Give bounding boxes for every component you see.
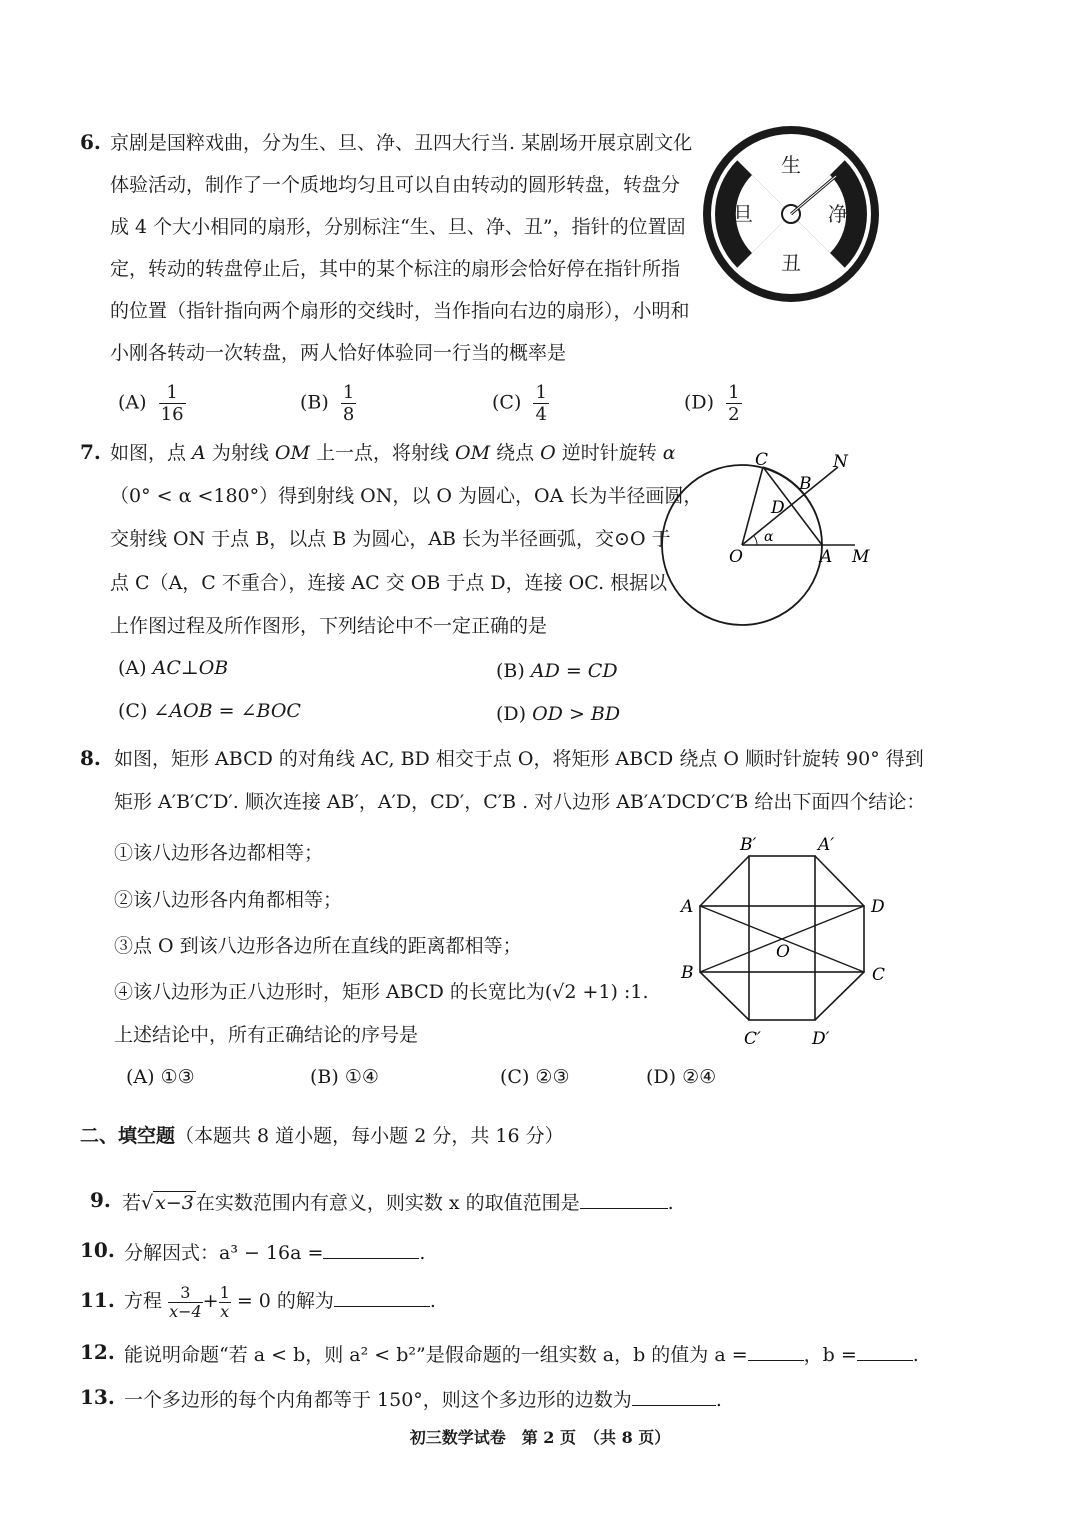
q13-text: 一个多边形的每个内角都等于 150°，则这个多边形的边数为 .: [124, 1385, 722, 1413]
q12-text: 能说明命题“若 a < b，则 a² < b²”是假命题的一组实数 a，b 的值为 a = ，b = .: [124, 1340, 919, 1368]
q6-option-b[interactable]: (B) $\frac{1}{8}$: [300, 382, 355, 425]
spinner-wheel-figure: [698, 124, 884, 304]
q7-label-m: M: [852, 547, 870, 567]
q8-label-c: C: [872, 965, 886, 985]
q6-line-5: 的位置（指针指向两个扇形的交线时，当作指向右边的扇形），小明和: [110, 300, 690, 322]
q8-number: 8.: [80, 746, 101, 770]
q8-octagon-figure: [676, 830, 896, 1054]
q7-line-3: 交射线 ON 于点 B，以点 B 为圆心，AB 长为半径画弧，交⊙O 于: [110, 528, 671, 550]
q8-line-1: 如图，矩形 ABCD 的对角线 AC, BD 相交于点 O，将矩形 ABCD 绕点 O 顺时针旋转 90° 得到: [114, 748, 924, 770]
section-2-heading: 二、填空题（本题共 8 道小题，每小题 2 分，共 16 分）: [80, 1125, 564, 1147]
q7-label-c: C: [755, 450, 769, 470]
q6-line-2: 体验活动，制作了一个质地均匀且可以自由转动的圆形转盘，转盘分: [110, 174, 681, 196]
q13-answer-blank[interactable]: [632, 1385, 716, 1406]
q7-option-d[interactable]: (D) OD > BD: [496, 703, 621, 725]
q12-number: 12.: [80, 1340, 115, 1364]
q10-answer-blank[interactable]: [323, 1238, 419, 1259]
q7-label-b: B: [799, 474, 812, 494]
q8-label-dp: D′: [812, 1029, 830, 1049]
q7-line-5: 上作图过程及所作图形，下列结论中不一定正确的是: [110, 615, 548, 637]
q7-label-a: A: [820, 547, 833, 567]
page-footer: 初三数学试卷 第 2 页 （共 8 页）: [409, 1428, 671, 1447]
q6-line-6: 小刚各转动一次转盘，两人恰好体验同一行当的概率是: [110, 342, 567, 364]
q8-option-a[interactable]: (A) ①③: [126, 1066, 195, 1088]
q9-number: 9.: [90, 1188, 111, 1212]
q7-label-d: D: [771, 498, 785, 518]
q13-number: 13.: [80, 1385, 115, 1409]
q8-label-d: D: [871, 897, 885, 917]
wheel-label-left: 旦: [733, 202, 753, 226]
q7-line-2: （0° < α <180°）得到射线 ON，以 O 为圆心，OA 长为半径画圆，: [110, 485, 703, 507]
q8-label-a: A: [681, 897, 694, 917]
q7-line-4: 点 C（A，C 不重合），连接 AC 交 OB 于点 D，连接 OC. 根据以: [110, 572, 668, 594]
q6-number: 6.: [80, 130, 101, 154]
q6-option-d[interactable]: (D) $\frac{1}{2}$: [684, 382, 740, 425]
q8-label-cp: C′: [744, 1029, 761, 1049]
q6-option-c[interactable]: (C) $\frac{1}{4}$: [492, 382, 547, 425]
q8-line-2: 矩形 A′B′C′D′. 顺次连接 AB′，A′D，CD′，C′B . 对八边形 AB′A′DCD′C′B 给出下面四个结论：: [114, 791, 926, 813]
q8-conclusion-2: ②该八边形各内角都相等；: [114, 889, 343, 911]
q11-number: 11.: [80, 1288, 115, 1312]
q8-conclusion-4: ④该八边形为正八边形时，矩形 ABCD 的长宽比为(√2 +1) :1.: [114, 981, 649, 1003]
q7-label-n: N: [833, 452, 848, 472]
q6-option-a[interactable]: (A) $\frac{1}{16}$: [118, 382, 184, 425]
q6-line-4: 定，转动的转盘停止后，其中的某个标注的扇形会恰好停在指针所指: [110, 258, 681, 280]
q7-number: 7.: [80, 440, 101, 464]
q8-label-o: O: [776, 942, 790, 962]
q10-number: 10.: [80, 1238, 115, 1262]
wheel-label-bottom: 丑: [781, 251, 801, 275]
q12-answer-blank-a[interactable]: [748, 1340, 804, 1361]
q7-label-alpha: α: [764, 529, 774, 545]
q8-option-b[interactable]: (B) ①④: [310, 1066, 379, 1088]
wheel-label-right: 净: [828, 202, 848, 226]
q9-answer-blank[interactable]: [580, 1188, 668, 1209]
q6-line-3: 成 4 个大小相同的扇形，分别标注“生、旦、净、丑”，指针的位置固: [110, 216, 686, 238]
q7-option-c[interactable]: (C) ∠AOB = ∠BOC: [118, 700, 301, 722]
q8-option-d[interactable]: (D) ②④: [646, 1066, 717, 1088]
q8-conclusion-1: ①该八边形各边都相等；: [114, 842, 324, 864]
q7-circle-figure: [655, 445, 885, 630]
q6-line-1: 京剧是国粹戏曲，分为生、旦、净、丑四大行当. 某剧场开展京剧文化: [110, 132, 693, 154]
q10-text: 分解因式：a³ − 16a = .: [124, 1238, 425, 1266]
q7-option-a[interactable]: (A) AC⊥OB: [118, 657, 229, 679]
q8-label-b: B: [681, 963, 694, 983]
q8-label-bp: B′: [740, 835, 757, 855]
q8-label-ap: A′: [818, 835, 835, 855]
q12-answer-blank-b[interactable]: [857, 1340, 913, 1361]
q8-option-c[interactable]: (C) ②③: [500, 1066, 570, 1088]
wheel-label-top: 生: [781, 153, 801, 177]
q8-conclusion-3: ③点 O 到该八边形各边所在直线的距离都相等；: [114, 935, 522, 957]
q7-option-b[interactable]: (B) AD = CD: [496, 660, 618, 682]
q9-text: 若√ x−3 在实数范围内有意义，则实数 x 的取值范围是 .: [122, 1188, 674, 1216]
q11-answer-blank[interactable]: [334, 1286, 430, 1307]
q7-label-o: O: [729, 547, 743, 567]
q7-line-1: 如图，点 A 为射线 OM 上一点，将射线 OM 绕点 O 逆时针旋转 α: [110, 442, 676, 464]
q11-text: 方程 $\frac{3}{x-4}$ + $\frac{1}{x}$ = 0 的解为 .: [124, 1282, 436, 1321]
q8-line-3: 上述结论中，所有正确结论的序号是: [114, 1024, 419, 1046]
